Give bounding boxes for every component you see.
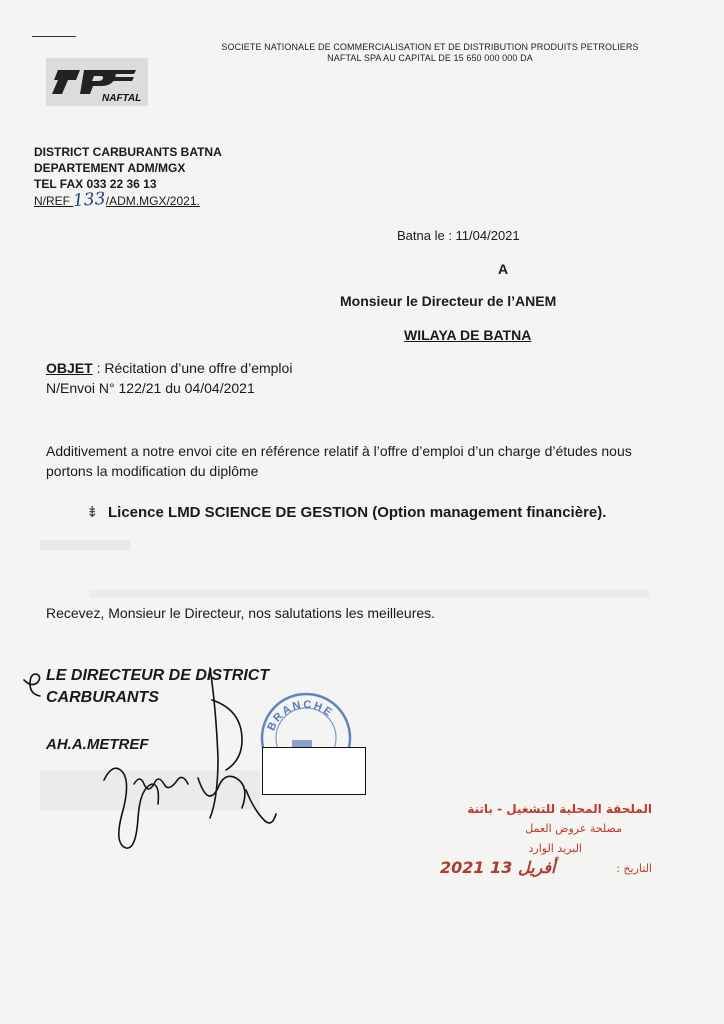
reference-suffix: /ADM.MGX/2021. <box>105 194 200 208</box>
naftal-logo <box>46 58 148 106</box>
reception-stamp-date: 2021 أفريل 13 <box>440 858 556 877</box>
company-header-line2: NAFTAL SPA AU CAPITAL DE 15 650 000 000 DA <box>327 53 533 63</box>
company-header-line1: SOCIETE NATIONALE DE COMMERCIALISATION ET DE DISTRIBUTION PRODUITS PETROLIERS <box>221 42 639 52</box>
reception-stamp-line2: مصلحة عروض العمل <box>525 822 622 835</box>
recipient-wilaya: WILAYA DE BATNA <box>404 327 532 343</box>
addressee-marker: A <box>498 261 509 277</box>
svg-text:NAFTAL: NAFTAL <box>102 93 142 104</box>
sender-line3: TEL FAX 033 22 36 13 <box>34 177 157 191</box>
diploma-text: Licence LMD SCIENCE DE GESTION (Option management financière). <box>108 504 607 521</box>
letter-date: Batna le : 11/04/2021 <box>397 228 520 243</box>
reception-stamp-line4: التاريخ : <box>616 862 652 875</box>
top-rule <box>32 36 76 37</box>
reference-prefix: N/REF <box>34 194 70 208</box>
diploma-bullet <box>86 502 646 523</box>
company-header <box>200 42 660 64</box>
show-through-mark <box>90 590 650 598</box>
subject-line <box>46 358 292 378</box>
svg-text:BRANCHE: BRANCHE <box>265 698 336 733</box>
sender-block <box>34 144 222 212</box>
bullet-arrow-icon: ⇟ <box>86 504 99 521</box>
recipient: Monsieur le Directeur de l’ANEM <box>340 293 557 309</box>
subject-block <box>46 358 292 398</box>
sender-line2: DEPARTEMENT ADM/MGX <box>34 161 186 175</box>
reference-number-handwritten: 133 <box>72 188 107 212</box>
reception-stamp <box>380 802 652 894</box>
body-paragraph: Additivement a notre envoi cite en référence relatif à l’offre d’emploi d’un charge d’études nous portons la modification du diplôme <box>46 443 632 479</box>
sender-line1: DISTRICT CARBURANTS BATNA <box>34 145 222 159</box>
closing-salutation: Recevez, Monsieur le Directeur, nos salutations les meilleures. <box>46 605 436 621</box>
signer-title-line2: CARBURANTS <box>46 689 159 706</box>
reference-line <box>34 188 222 212</box>
subject-text: : Récitation d’une offre d’emploi <box>92 360 293 376</box>
signer-name: AH.A.METREF <box>46 736 149 753</box>
show-through-mark <box>40 540 130 550</box>
reception-stamp-line3: البريد الوارد <box>528 842 582 855</box>
subject-label: OBJET <box>46 360 93 376</box>
redacted-box <box>262 747 366 795</box>
signer-title-line1: LE DIRECTEUR DE DISTRICT <box>46 667 270 684</box>
envoi-reference: N/Envoi N° 122/21 du 04/04/2021 <box>46 380 255 396</box>
reception-stamp-line1: الملحقة المحلية للتشغيل - باتنة <box>467 802 652 816</box>
